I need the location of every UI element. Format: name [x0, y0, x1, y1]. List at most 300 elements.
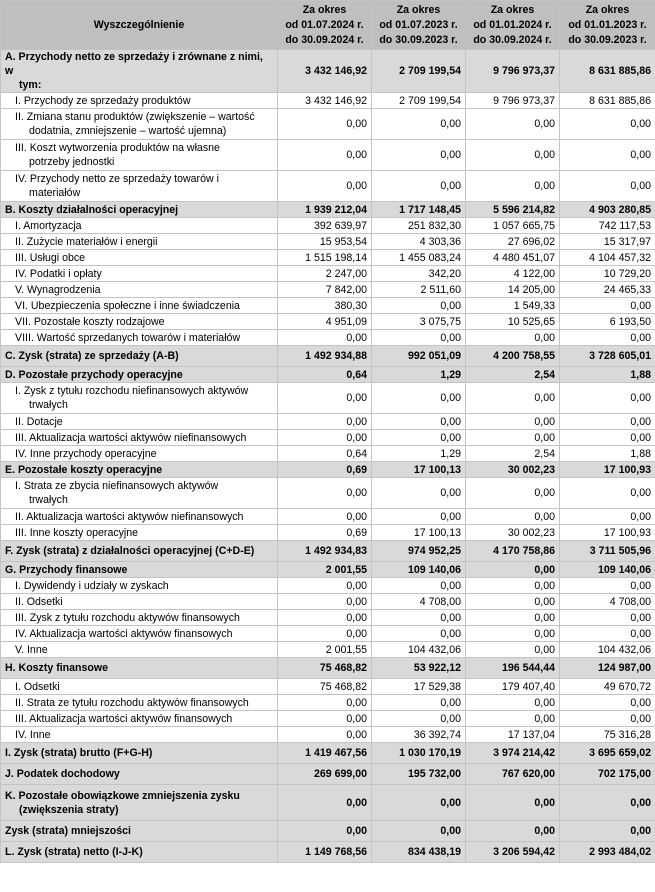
row-label-line: I. Amortyzacja [15, 219, 82, 232]
table-row [1, 679, 655, 695]
row-label-line: L. Zysk (strata) netto (I-J-K) [5, 846, 143, 858]
table-row [1, 298, 655, 314]
value-cell: 0,64 [278, 367, 372, 383]
value-cell: 0,00 [560, 626, 655, 642]
value-cell: 1 057 665,75 [466, 218, 560, 234]
value-cell: 0,00 [466, 430, 560, 446]
value-cell: 1 515 198,14 [278, 250, 372, 266]
value-cell: 4 122,00 [466, 266, 560, 282]
value-cell: 14 205,00 [466, 282, 560, 298]
section-row [1, 743, 655, 764]
table-row [1, 250, 655, 266]
value-cell: 0,00 [278, 171, 372, 202]
value-cell: 0,00 [278, 383, 372, 414]
row-label [1, 562, 278, 578]
value-cell: 342,20 [372, 266, 466, 282]
value-cell: 15 317,97 [560, 234, 655, 250]
row-label-line: D. Pozostałe przychody operacyjne [5, 368, 183, 381]
value-cell: 0,00 [372, 610, 466, 626]
value-cell: 6 193,50 [560, 314, 655, 330]
row-label [1, 821, 278, 842]
row-label [1, 541, 278, 562]
row-label [1, 383, 278, 414]
value-cell: 0,00 [466, 821, 560, 842]
value-cell: 109 140,06 [560, 562, 655, 578]
value-cell: 17 100,13 [372, 462, 466, 478]
table-row [1, 93, 655, 109]
value-cell: 0,00 [560, 383, 655, 414]
value-cell: 7 842,00 [278, 282, 372, 298]
header-period-line: od 01.01.2024 r. [473, 18, 552, 31]
value-cell: 0,00 [466, 140, 560, 171]
value-cell: 17 100,93 [560, 525, 655, 541]
value-cell: 53 922,12 [372, 658, 466, 679]
value-cell: 0,69 [278, 525, 372, 541]
value-cell: 0,00 [560, 695, 655, 711]
row-label [1, 743, 278, 764]
row-label-line: IV. Inne [15, 728, 51, 741]
value-cell: 4 903 280,85 [560, 202, 655, 218]
row-label-line: J. Podatek dochodowy [5, 768, 120, 780]
value-cell: 0,00 [372, 785, 466, 821]
row-label-line: III. Usługi obce [15, 251, 86, 264]
value-cell: 75 468,82 [278, 658, 372, 679]
value-cell: 0,00 [560, 414, 655, 430]
value-cell: 974 952,25 [372, 541, 466, 562]
row-label-line: B. Koszty działalności operacyjnej [5, 203, 179, 216]
value-cell: 30 002,23 [466, 525, 560, 541]
row-label-line: I. Strata ze zbycia niefinansowych aktywów [15, 480, 219, 492]
value-cell: 2 001,55 [278, 642, 372, 658]
value-cell: 10 729,20 [560, 266, 655, 282]
value-cell: 992 051,09 [372, 346, 466, 367]
row-label [1, 109, 278, 140]
table-row [1, 218, 655, 234]
row-label-line: II. Dotacje [15, 415, 63, 428]
row-label [1, 367, 278, 383]
row-label [1, 298, 278, 314]
row-label-line: IV. Aktualizacja wartości aktywów finansowych [15, 627, 233, 640]
row-label [1, 578, 278, 594]
header-period-line: Za okres [490, 3, 535, 16]
value-cell: 109 140,06 [372, 562, 466, 578]
value-cell: 0,00 [466, 626, 560, 642]
value-cell: 0,00 [372, 140, 466, 171]
table-row [1, 266, 655, 282]
header-period-1 [278, 1, 372, 50]
value-cell: 104 432,06 [560, 642, 655, 658]
value-cell: 0,00 [278, 626, 372, 642]
table-body [1, 50, 655, 863]
value-cell: 0,00 [466, 330, 560, 346]
value-cell: 2,54 [466, 446, 560, 462]
header-period-line: od 01.07.2023 r. [379, 18, 458, 31]
value-cell: 3 432 146,92 [278, 93, 372, 109]
value-cell: 0,00 [372, 821, 466, 842]
value-cell: 4 951,09 [278, 314, 372, 330]
value-cell: 5 596 214,82 [466, 202, 560, 218]
value-cell: 4 170 758,86 [466, 541, 560, 562]
value-cell: 0,00 [560, 785, 655, 821]
row-label-line: II. Aktualizacja wartości aktywów niefinansowych [15, 510, 244, 523]
value-cell: 1 939 212,04 [278, 202, 372, 218]
value-cell: 0,00 [560, 509, 655, 525]
row-label-line: I. Dywidendy i udziały w zyskach [15, 579, 169, 592]
table-row [1, 626, 655, 642]
header-period-line: od 01.07.2024 r. [285, 18, 364, 31]
value-cell: 0,00 [278, 695, 372, 711]
section-row [1, 541, 655, 562]
section-row [1, 821, 655, 842]
value-cell: 742 117,53 [560, 218, 655, 234]
row-label-line: II. Odsetki [15, 595, 63, 608]
value-cell: 2 511,60 [372, 282, 466, 298]
row-label-line: III. Inne koszty operacyjne [15, 526, 139, 539]
row-label [1, 250, 278, 266]
row-label-line: K. Pozostałe obowiązkowe zmniejszenia zysku [5, 789, 240, 802]
row-label [1, 842, 278, 863]
value-cell: 0,00 [466, 509, 560, 525]
value-cell: 0,00 [372, 414, 466, 430]
row-label [1, 50, 278, 93]
row-label [1, 711, 278, 727]
header-period-line: do 30.09.2023 r. [568, 33, 647, 46]
table-row [1, 330, 655, 346]
value-cell: 17 529,38 [372, 679, 466, 695]
value-cell: 179 407,40 [466, 679, 560, 695]
row-label [1, 202, 278, 218]
value-cell: 0,00 [278, 330, 372, 346]
row-label-line: G. Przychody finansowe [5, 563, 128, 576]
value-cell: 0,00 [466, 383, 560, 414]
table-row [1, 578, 655, 594]
section-row [1, 658, 655, 679]
row-label-line: materiałów [29, 187, 81, 199]
table-row [1, 383, 655, 414]
value-cell: 0,00 [278, 140, 372, 171]
value-cell: 3 695 659,02 [560, 743, 655, 764]
value-cell: 4 708,00 [560, 594, 655, 610]
section-row [1, 50, 655, 93]
row-label [1, 610, 278, 626]
header-period-2 [372, 1, 466, 50]
value-cell: 1 492 934,88 [278, 346, 372, 367]
value-cell: 0,64 [278, 446, 372, 462]
table-row [1, 430, 655, 446]
header-period-line: Za okres [585, 3, 630, 16]
row-label-line: tym: [19, 79, 42, 91]
value-cell: 0,00 [278, 610, 372, 626]
value-cell: 0,00 [560, 330, 655, 346]
value-cell: 0,00 [278, 821, 372, 842]
value-cell: 17 100,93 [560, 462, 655, 478]
value-cell: 4 104 457,32 [560, 250, 655, 266]
header-period-line: Za okres [302, 3, 347, 16]
table-row [1, 695, 655, 711]
header-period-line: od 01.01.2023 r. [568, 18, 647, 31]
row-label [1, 430, 278, 446]
row-label-line: III. Aktualizacja wartości aktywów niefinansowych [15, 431, 247, 444]
table-row [1, 414, 655, 430]
value-cell: 24 465,33 [560, 282, 655, 298]
value-cell: 392 639,97 [278, 218, 372, 234]
row-label-line: VI. Ubezpieczenia społeczne i inne świadczenia [15, 299, 240, 312]
value-cell: 0,00 [372, 383, 466, 414]
table-row [1, 140, 655, 171]
value-cell: 3 728 605,01 [560, 346, 655, 367]
row-label-line: trwałych [29, 494, 68, 506]
value-cell: 104 432,06 [372, 642, 466, 658]
value-cell: 0,00 [466, 610, 560, 626]
table-row [1, 594, 655, 610]
header-period-line: Za okres [396, 3, 441, 16]
value-cell: 0,00 [372, 109, 466, 140]
value-cell: 8 631 885,86 [560, 93, 655, 109]
row-label [1, 642, 278, 658]
value-cell: 0,00 [278, 509, 372, 525]
value-cell: 10 525,65 [466, 314, 560, 330]
value-cell: 0,00 [278, 711, 372, 727]
value-cell: 1 419 467,56 [278, 743, 372, 764]
value-cell: 0,00 [278, 785, 372, 821]
value-cell: 834 438,19 [372, 842, 466, 863]
value-cell: 2,54 [466, 367, 560, 383]
section-row [1, 562, 655, 578]
row-label-line: H. Koszty finansowe [5, 662, 109, 674]
value-cell: 0,00 [560, 140, 655, 171]
value-cell: 0,00 [372, 478, 466, 509]
value-cell: 702 175,00 [560, 764, 655, 785]
row-label-line: III. Koszt wytworzenia produktów na własne [15, 142, 220, 154]
value-cell: 15 953,54 [278, 234, 372, 250]
table-row [1, 109, 655, 140]
value-cell: 0,00 [278, 478, 372, 509]
value-cell: 0,00 [466, 414, 560, 430]
value-cell: 9 796 973,37 [466, 50, 560, 93]
table-row [1, 282, 655, 298]
value-cell: 1 030 170,19 [372, 743, 466, 764]
value-cell: 8 631 885,86 [560, 50, 655, 93]
value-cell: 3 711 505,96 [560, 541, 655, 562]
value-cell: 0,00 [278, 430, 372, 446]
section-row [1, 202, 655, 218]
row-label-line: III. Aktualizacja wartości aktywów finansowych [15, 712, 233, 725]
value-cell: 2 709 199,54 [372, 93, 466, 109]
value-cell: 3 432 146,92 [278, 50, 372, 93]
header-period-line: do 30.09.2024 r. [285, 33, 364, 46]
header-period-line: do 30.09.2024 r. [473, 33, 552, 46]
section-row [1, 785, 655, 821]
section-row [1, 462, 655, 478]
value-cell: 1 455 083,24 [372, 250, 466, 266]
row-label-line: IV. Przychody netto ze sprzedaży towarów i [15, 173, 219, 185]
value-cell: 1,88 [560, 367, 655, 383]
value-cell: 251 832,30 [372, 218, 466, 234]
value-cell: 0,00 [278, 109, 372, 140]
value-cell: 0,00 [560, 430, 655, 446]
row-label-line: V. Wynagrodzenia [15, 283, 101, 296]
value-cell: 4 480 451,07 [466, 250, 560, 266]
row-label [1, 695, 278, 711]
header-label: Wyszczególnienie [1, 1, 278, 50]
row-label-line: II. Strata ze tytułu rozchodu aktywów finansowych [15, 696, 249, 709]
table-row [1, 610, 655, 626]
value-cell: 0,00 [466, 109, 560, 140]
row-label-line: II. Zmiana stanu produktów (zwiększenie – wartość [15, 111, 255, 123]
value-cell: 0,00 [560, 711, 655, 727]
value-cell: 0,00 [560, 821, 655, 842]
value-cell: 0,00 [560, 298, 655, 314]
section-row [1, 764, 655, 785]
row-label-line: I. Odsetki [15, 680, 60, 693]
value-cell: 0,00 [560, 478, 655, 509]
row-label [1, 282, 278, 298]
value-cell: 1 717 148,45 [372, 202, 466, 218]
value-cell: 0,00 [372, 509, 466, 525]
row-label-line: (zwiększenia straty) [19, 803, 119, 816]
header-row [1, 1, 655, 50]
value-cell: 0,00 [560, 610, 655, 626]
value-cell: 1,29 [372, 367, 466, 383]
header-period-line: do 30.09.2023 r. [379, 33, 458, 46]
row-label [1, 234, 278, 250]
table-row [1, 642, 655, 658]
value-cell: 0,00 [466, 171, 560, 202]
value-cell: 2 709 199,54 [372, 50, 466, 93]
value-cell: 49 670,72 [560, 679, 655, 695]
table-header [1, 1, 655, 50]
value-cell: 2 001,55 [278, 562, 372, 578]
header-period-4 [560, 1, 655, 50]
row-label [1, 462, 278, 478]
value-cell: 75 468,82 [278, 679, 372, 695]
value-cell: 0,00 [466, 695, 560, 711]
table-row [1, 478, 655, 509]
row-label [1, 171, 278, 202]
value-cell: 17 100,13 [372, 525, 466, 541]
value-cell: 0,00 [372, 695, 466, 711]
value-cell: 0,00 [560, 171, 655, 202]
value-cell: 2 247,00 [278, 266, 372, 282]
row-label-line: trwałych [29, 399, 68, 411]
value-cell: 0,00 [278, 727, 372, 743]
value-cell: 3 206 594,42 [466, 842, 560, 863]
row-label [1, 478, 278, 509]
row-label-line: VIII. Wartość sprzedanych towarów i materiałów [15, 331, 241, 344]
row-label-line: C. Zysk (strata) ze sprzedaży (A-B) [5, 350, 179, 362]
row-label [1, 446, 278, 462]
row-label [1, 509, 278, 525]
row-label [1, 93, 278, 109]
row-label [1, 330, 278, 346]
value-cell: 1 492 934,83 [278, 541, 372, 562]
value-cell: 36 392,74 [372, 727, 466, 743]
table-row [1, 525, 655, 541]
row-label-line: II. Zużycie materiałów i energii [15, 235, 158, 248]
value-cell: 0,69 [278, 462, 372, 478]
value-cell: 1 549,33 [466, 298, 560, 314]
row-label [1, 218, 278, 234]
value-cell: 0,00 [466, 594, 560, 610]
value-cell: 269 699,00 [278, 764, 372, 785]
table-row [1, 446, 655, 462]
value-cell: 0,00 [278, 594, 372, 610]
row-label [1, 727, 278, 743]
table-row [1, 234, 655, 250]
row-label-line: VII. Pozostałe koszty rodzajowe [15, 315, 165, 328]
row-label [1, 414, 278, 430]
table-row [1, 171, 655, 202]
row-label [1, 525, 278, 541]
row-label [1, 626, 278, 642]
value-cell: 0,00 [372, 626, 466, 642]
value-cell: 0,00 [560, 109, 655, 140]
value-cell: 9 796 973,37 [466, 93, 560, 109]
table-row [1, 509, 655, 525]
row-label [1, 594, 278, 610]
row-label [1, 140, 278, 171]
table-row [1, 727, 655, 743]
row-label [1, 346, 278, 367]
row-label [1, 679, 278, 695]
row-label [1, 314, 278, 330]
value-cell: 0,00 [466, 562, 560, 578]
value-cell: 1,29 [372, 446, 466, 462]
row-label-line: I. Przychody ze sprzedaży produktów [15, 94, 191, 107]
row-label-line: I. Zysk (strata) brutto (F+G-H) [5, 747, 153, 759]
value-cell: 4 200 758,55 [466, 346, 560, 367]
row-label-line: A. Przychody netto ze sprzedaży i zrównane z nimi, w [5, 51, 263, 77]
value-cell: 2 993 484,02 [560, 842, 655, 863]
row-label-line: V. Inne [15, 643, 48, 656]
table-row [1, 314, 655, 330]
value-cell: 0,00 [466, 578, 560, 594]
row-label-line: IV. Inne przychody operacyjne [15, 447, 157, 460]
value-cell: 380,30 [278, 298, 372, 314]
row-label-line: E. Pozostałe koszty operacyjne [5, 463, 163, 476]
header-period-3 [466, 1, 560, 50]
value-cell: 0,00 [372, 711, 466, 727]
row-label-line: Zysk (strata) mniejszości [5, 825, 131, 837]
value-cell: 27 696,02 [466, 234, 560, 250]
row-label [1, 764, 278, 785]
value-cell: 0,00 [466, 478, 560, 509]
value-cell: 17 137,04 [466, 727, 560, 743]
row-label-line: potrzeby jednostki [29, 156, 115, 168]
row-label [1, 658, 278, 679]
section-row [1, 842, 655, 863]
value-cell: 0,00 [278, 578, 372, 594]
row-label-line: IV. Podatki i opłaty [15, 267, 102, 280]
section-row [1, 346, 655, 367]
value-cell: 4 303,36 [372, 234, 466, 250]
row-label-line: I. Zysk z tytułu rozchodu niefinansowych aktywów [15, 385, 249, 397]
row-label-line: F. Zysk (strata) z działalności operacyjnej (C+D-E) [5, 545, 255, 557]
row-label [1, 266, 278, 282]
value-cell: 0,00 [278, 414, 372, 430]
value-cell: 0,00 [466, 785, 560, 821]
value-cell: 0,00 [466, 642, 560, 658]
row-label-line: III. Zysk z tytułu rozchodu aktywów finansowych [15, 611, 240, 624]
row-label [1, 785, 278, 821]
value-cell: 0,00 [372, 171, 466, 202]
section-row [1, 367, 655, 383]
value-cell: 1,88 [560, 446, 655, 462]
value-cell: 30 002,23 [466, 462, 560, 478]
value-cell: 0,00 [560, 578, 655, 594]
value-cell: 0,00 [372, 578, 466, 594]
value-cell: 1 149 768,56 [278, 842, 372, 863]
